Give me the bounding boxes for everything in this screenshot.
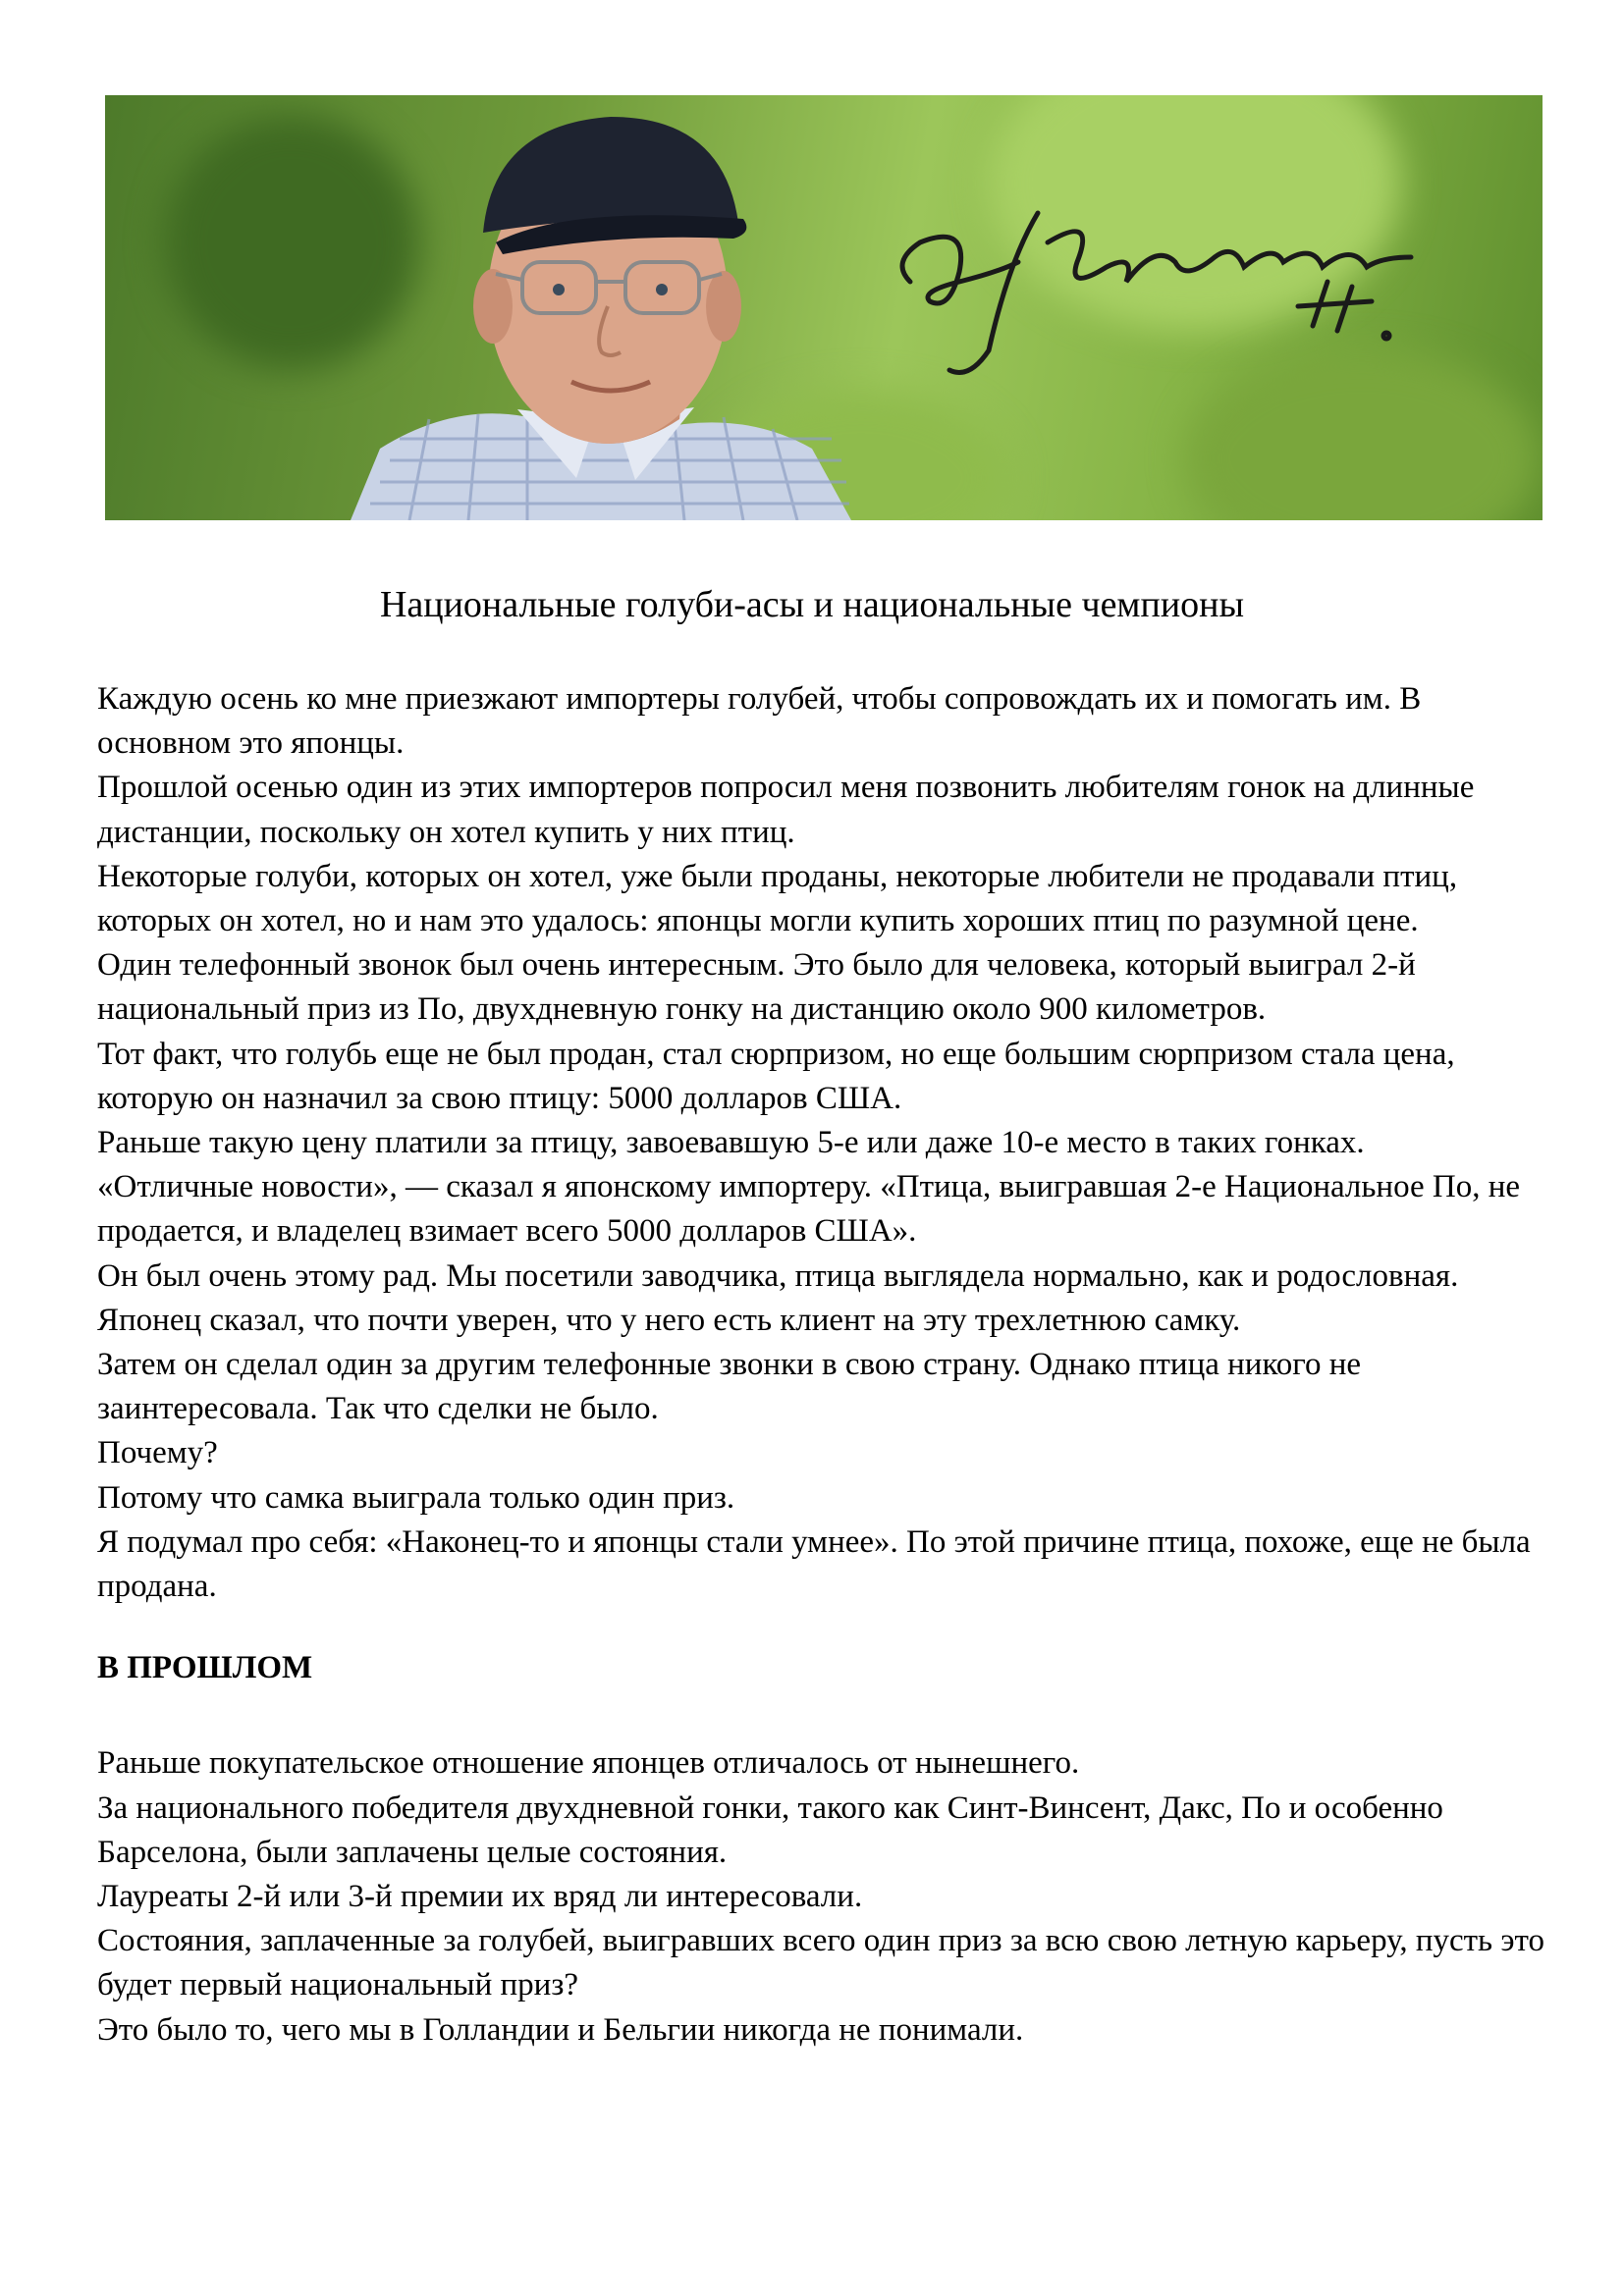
paragraph: Потому что самка выиграла только один приз. [97, 1479, 735, 1516]
paragraph: «Отличные новости», — сказал я японскому импортеру. «Птица, выигравшая 2-е Национальное По, не продается, и владелец взимает всего 5000 долларов США». [97, 1169, 1521, 1250]
paragraph: Один телефонный звонок был очень интересным. Это было для человека, который выиграл 2-й национальный приз из По, двухдневную гонку на дистанцию около 900 километров. [97, 947, 1416, 1028]
paragraph: Затем он сделал один за другим телефонные звонки в свою страну. Однако птица никого не заинтересовала. Так что сделки не было. [97, 1347, 1362, 1427]
paragraph: Состояния, заплаченные за голубей, выигравших всего один приз за всю свою летную карьеру, пусть это будет первый национальный приз? [97, 1923, 1545, 2003]
paragraph: За национального победителя двухдневной гонки, такого как Синт-Винсент, Дакс, По и особенно Барселона, были заплачены целые состояния. [97, 1789, 1443, 1870]
paragraph: Лауреаты 2-й или 3-й премии их вряд ли интересовали. [97, 1879, 863, 1915]
paragraph: Некоторые голуби, которых он хотел, уже были проданы, некоторые любители не продавали птиц, которых он хотел, но и нам это удалось: японцы могли купить хороших птиц по разумной цене. [97, 858, 1458, 939]
portrait-icon [105, 95, 1543, 520]
paragraph: Почему? [97, 1435, 218, 1471]
article-body [97, 677, 1550, 2053]
paragraph: Раньше покупательское отношение японцев отличалось от нынешнего. [97, 1745, 1080, 1782]
paragraph: Это было то, чего мы в Голландии и Бельгии никогда не понимали. [97, 2011, 1024, 2048]
paragraph: Прошлой осенью один из этих импортеров попросил меня позвонить любителям гонок на длинные дистанции, поскольку он хотел купить у них птиц. [97, 770, 1475, 850]
section-heading: В ПРОШЛОМ [97, 1650, 313, 1686]
header-banner-photo [105, 95, 1543, 520]
signature-icon [902, 213, 1411, 373]
article-title: Национальные голуби-асы и национальные чемпионы [379, 584, 1245, 625]
paragraph: Раньше такую цену платили за птицу, завоевавшую 5-е или даже 10-е место в таких гонках. [97, 1125, 1365, 1161]
paragraph: Я подумал про себя: «Наконец-то и японцы стали умнее». По этой причине птица, похоже, еще не была продана. [97, 1523, 1531, 1605]
paragraph: Он был очень этому рад. Мы посетили заводчика, птица выглядела нормально, как и родословная. Японец сказал, что почти уверен, что у него есть клиент на эту трехлетнюю самку. [97, 1257, 1459, 1338]
paragraph: Каждую осень ко мне приезжают импортеры голубей, чтобы сопровождать их и помогать им. В основном это японцы. [97, 681, 1422, 762]
paragraph: Тот факт, что голубь еще не был продан, стал сюрпризом, но еще большим сюрпризом стала цена, которую он назначил за свою птицу: 5000 долларов США. [97, 1036, 1455, 1116]
